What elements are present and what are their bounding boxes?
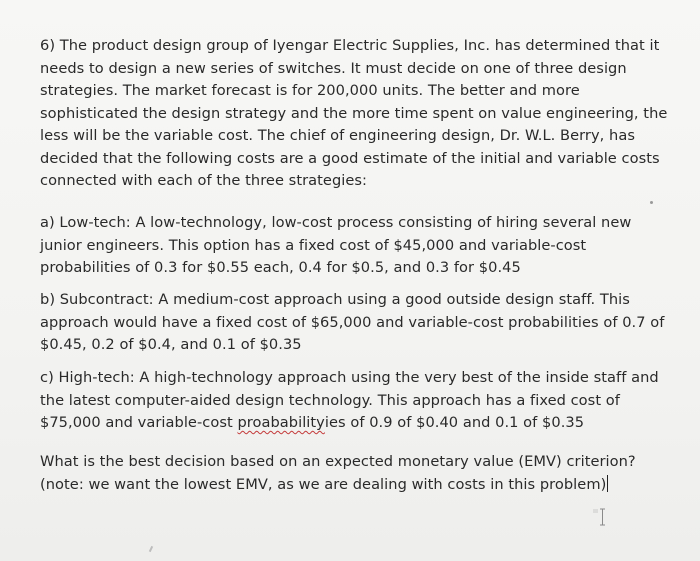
option-b-text: b) Subcontract: A medium-cost approach using a good outside design staff. This approach would have a fixed cost of $65,000 and variable-cost probabilities of 0.7 of $0.45, 0.2 of $0.4, and 0.1 of $0.35: [40, 291, 665, 353]
problem-intro-paragraph: [40, 35, 668, 193]
option-c-paragraph: [40, 367, 668, 435]
question-paragraph[interactable]: [40, 451, 668, 496]
stray-dot: [650, 201, 653, 204]
text-caret: [607, 475, 608, 492]
option-c-text-after: ies of 0.9 of $0.40 and 0.1 of $0.35: [324, 414, 585, 431]
option-c-text-before: c) High-tech: A high-technology approach using the very best of the inside staff and the latest computer-aided design technology. This approach has a fixed cost of $75,000 and variable-cost: [40, 369, 659, 431]
question-text: What is the best decision based on an expected monetary value (EMV) criterion? (note: we want the lowest EMV, as we are dealing with costs in this problem): [40, 453, 636, 493]
option-a-paragraph: [40, 212, 668, 280]
option-b-paragraph: [40, 289, 668, 357]
option-a-text: a) Low-tech: A low-technology, low-cost process consisting of hiring several new junior engineers. This option has a fixed cost of $45,000 and variable-cost probabilities of 0.3 for $0.55 each, 0.4 for $0.5, and 0.3 for $0.45: [40, 214, 632, 276]
stray-mark: [149, 546, 153, 552]
misspelled-word[interactable]: proabability: [237, 414, 325, 431]
problem-intro-text: 6) The product design group of Iyengar Electric Supplies, Inc. has determined that it needs to design a new series of switches. It must decide on one of three design strategies. The market forecast is for 200,000 units. The better and more sophisticated the design strategy and the more time spent on value engineering, the less will be the variable cost. The chief of engineering design, Dr. W.L. Berry, has decided that the following costs are a good estimate of the initial and variable costs connected with each of the three strategies:: [40, 37, 668, 189]
text-ibeam-icon: [592, 508, 606, 526]
